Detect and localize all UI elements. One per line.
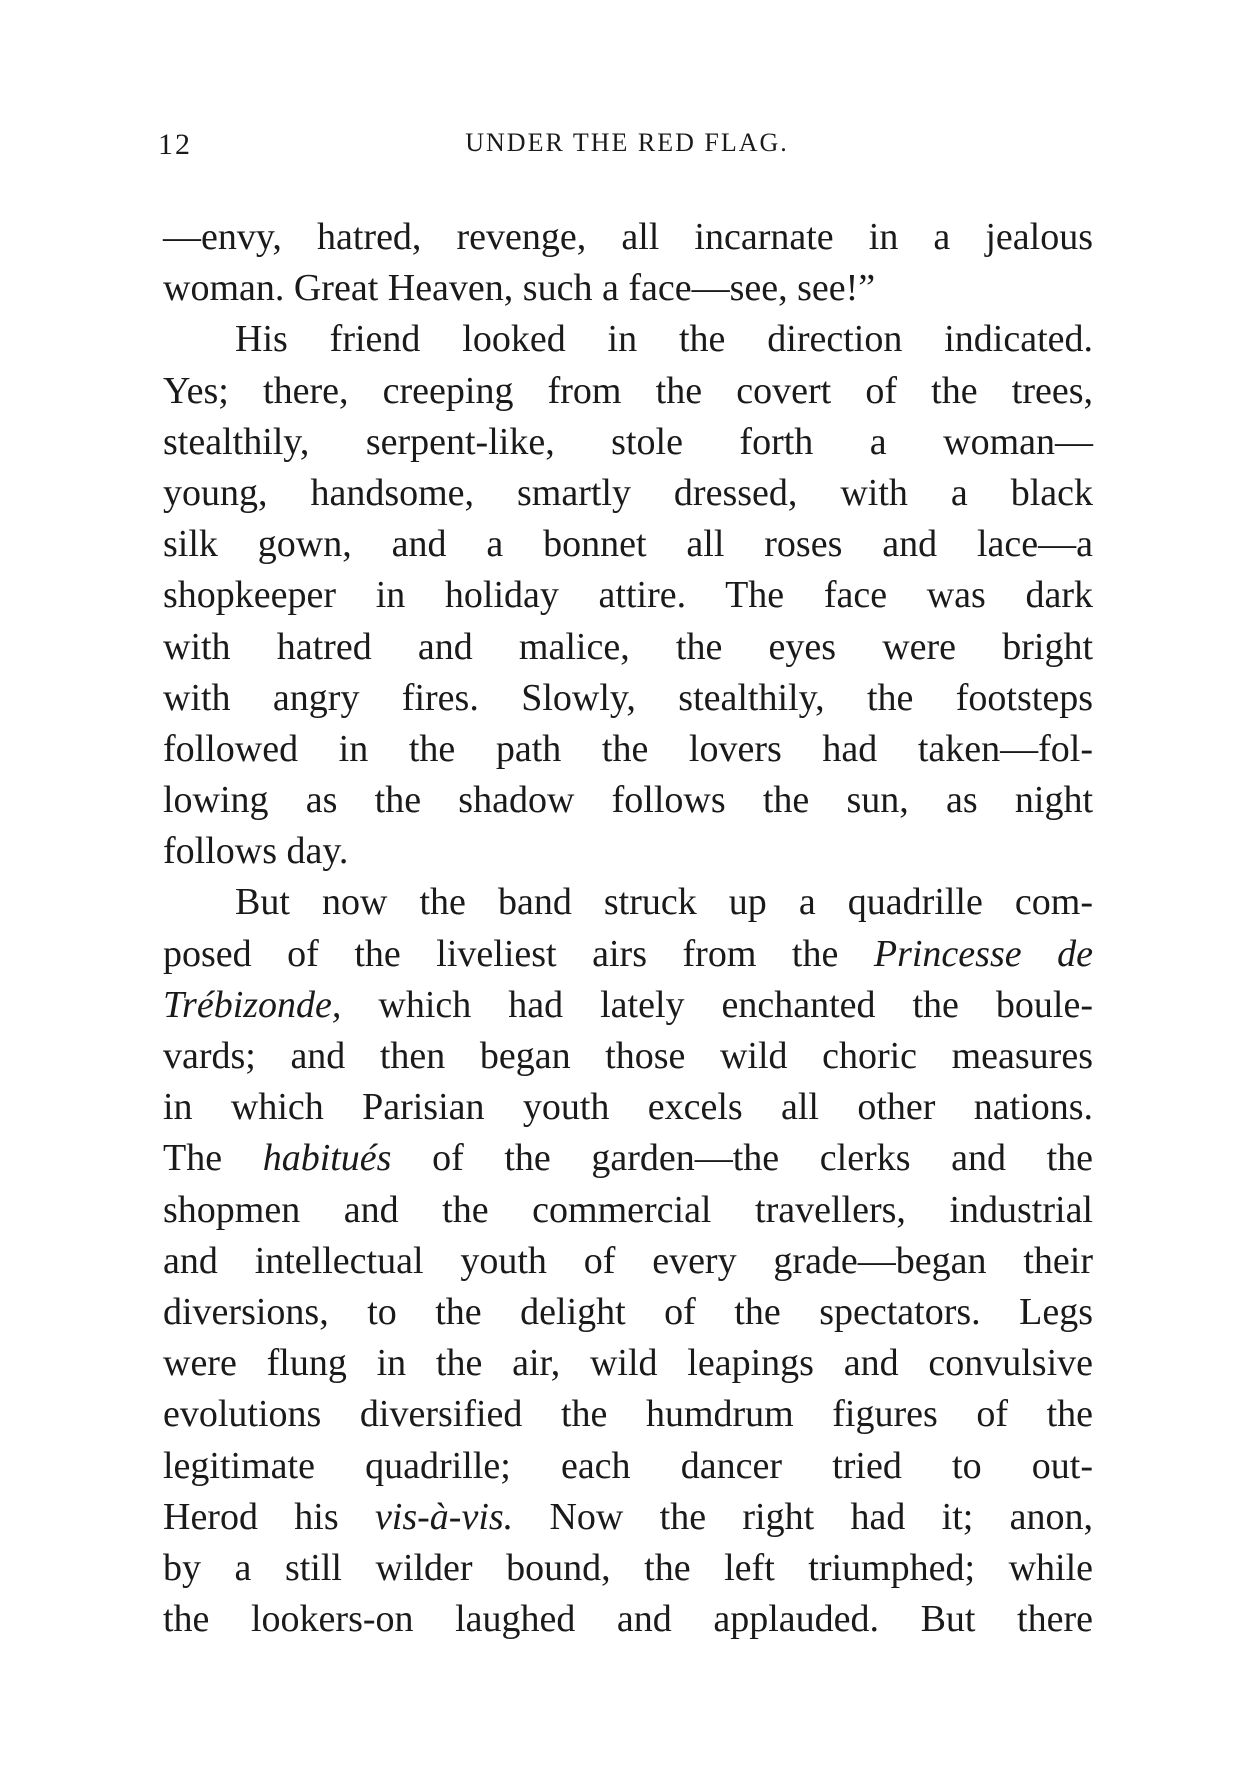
text-segment: woman. Great Heaven, such a face—see, see!” [163,267,876,310]
text-line [163,622,1093,673]
text-segment: of the garden—the clerks and the [391,1137,1093,1180]
page-number: 12 [158,128,192,161]
text-segment: with angry fires. Slowly, stealthily, the footsteps [163,676,1093,719]
text-segment: posed of the liveliest airs from the [163,932,874,975]
text-segment: Now the right had it; anon, [513,1495,1094,1538]
text-segment: with hatred and malice, the eyes were bright [163,625,1093,668]
text-line [163,1389,1093,1440]
text-line [163,212,1093,263]
text-segment: silk gown, and a bonnet all roses and lace—a [163,523,1093,566]
text-segment: were flung in the air, wild leapings and convulsive [163,1342,1093,1385]
text-line [163,519,1093,570]
text-segment: which had lately enchanted the boule- [341,983,1093,1026]
text-line [163,417,1093,468]
text-segment: followed in the path the lovers had taken—fol- [163,727,1093,770]
text-segment: His friend looked in the direction indicated. [235,318,1093,361]
text-segment: The [163,1137,263,1180]
text-line [163,468,1093,519]
text-line [163,877,1093,928]
text-segment: the lookers-on laughed and applauded. But there [163,1598,1093,1641]
text-line [163,980,1093,1031]
text-line [163,1082,1093,1133]
text-segment: by a still wilder bound, the left triumphed; while [163,1546,1093,1589]
text-line [163,826,1093,877]
text-line [163,1338,1093,1389]
text-segment: shopkeeper in holiday attire. The face was dark [163,574,1093,617]
text-line [163,1185,1093,1236]
text-segment: But now the band struck up a quadrille com- [235,881,1093,924]
text-segment: shopmen and the commercial travellers, industrial [163,1188,1093,1231]
running-head [158,128,1096,168]
text-segment: follows day. [163,830,349,873]
text-segment: lowing as the shadow follows the sun, as night [163,779,1093,822]
italic-phrase: Princesse de [873,932,1093,975]
text-line [163,1543,1093,1594]
text-segment: stealthily, serpent-like, stole forth a woman— [163,420,1093,463]
text-segment: Yes; there, creeping from the covert of the trees, [163,369,1093,412]
text-line [163,1441,1093,1492]
text-line [163,1133,1093,1184]
running-title: UNDER THE RED FLAG. [465,128,789,157]
text-segment: in which Parisian youth excels all other nations. [163,1086,1093,1129]
text-line [163,570,1093,621]
text-segment: and intellectual youth of every grade—began their [163,1239,1093,1282]
italic-phrase: habitués [262,1137,392,1180]
text-line [163,314,1093,365]
text-segment: evolutions diversified the humdrum figures of the [163,1393,1093,1436]
text-segment: Herod his [163,1495,375,1538]
text-line [163,1492,1093,1543]
text-segment: diversions, to the delight of the spectators. Legs [163,1290,1093,1333]
text-segment: legitimate quadrille; each dancer tried to out- [163,1444,1093,1487]
text-line [163,366,1093,417]
text-line [163,1594,1093,1645]
text-segment: vards; and then began those wild choric measures [163,1035,1093,1077]
text-line [163,1287,1093,1338]
text-line [163,775,1093,826]
text-line [163,263,1093,314]
text-segment: —envy, hatred, revenge, all incarnate in a jealous [163,216,1093,258]
body-text [163,212,1093,1645]
text-line [163,929,1093,980]
text-line [163,1031,1093,1082]
text-line [163,1236,1093,1287]
text-line [163,724,1093,775]
text-segment: young, handsome, smartly dressed, with a black [163,471,1093,514]
text-line [163,673,1093,724]
italic-phrase: vis-à-vis. [374,1495,514,1538]
italic-phrase: Trébizonde, [163,983,342,1026]
